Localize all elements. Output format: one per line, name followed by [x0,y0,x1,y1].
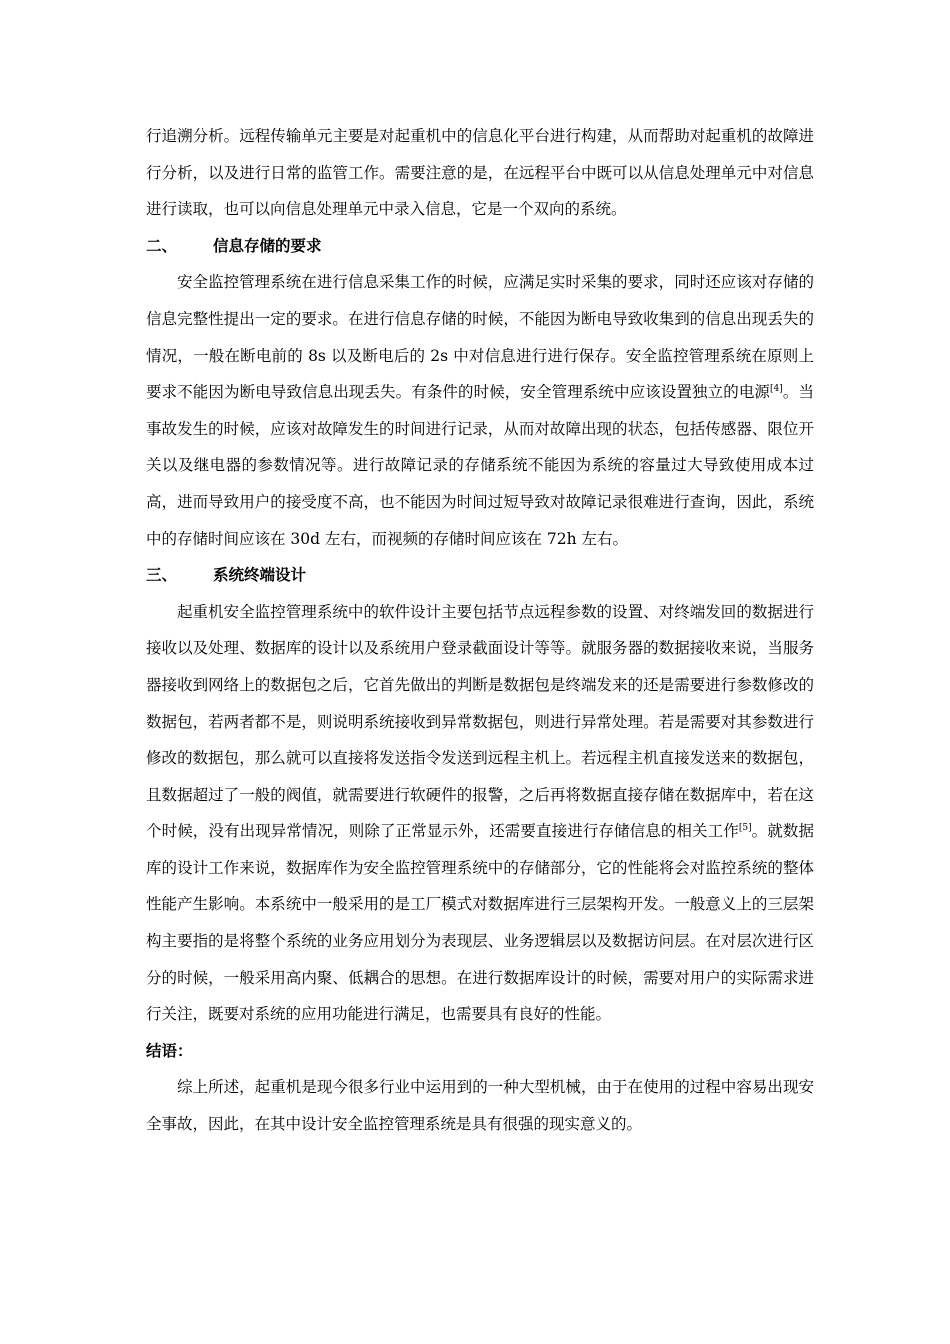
terminal-paragraph [146,594,814,1033]
citation-ref: [4] [770,384,783,394]
section-number: 三、 [146,566,178,585]
section-heading-terminal [146,557,814,594]
intro-paragraph: 行追溯分析。远程传输单元主要是对起重机中的信息化平台进行构建，从而帮助对起重机的故障进行分析，以及进行日常的监管工作。需要注意的是，在远程平台中既可以从信息处理单元中对信息进行读取，也可以向信息处理单元中录入信息，它是一个双向的系统。 [146,127,814,219]
paragraph-text: 。当事故发生的时候，应该对故障发生的时间进行记录，从而对故障出现的状态，包括传感器、限位开关以及继电器的参数情况等。进行故障记录的存储系统不能因为系统的容量过大导致使用成本过高，进而导致用户的接受度不高，也不能因为时间过短导致对故障记录很难进行查询，因此，系统中的存储时间应该在 30d 左右，而视频的存储时间应该在 72h 左右。 [146,383,814,548]
conclusion-heading: 结语： [146,1041,193,1060]
citation-ref: [5] [738,823,752,834]
storage-paragraph [146,264,814,557]
section-heading-storage [146,228,814,265]
paragraph-text: 起重机安全监控管理系统中的软件设计主要包括节点远程参数的设置、对终端发回的数据进行接收以及处理、数据库的设计以及系统用户登录截面设计等等。就服务器的数据接收来说，当服务器接收到网络上的数据包之后，它首先做出的判断是数据包是终端发来的还是需要进行参数修改的数据包，若两者都不是，则说明系统接收到异常数据包，则进行异常处理。若是需要对其参数进行修改的数据包，那么就可以直接将发送指令发送到远程主机上。若远程主机直接发送来的数据包，且数据超过了一般的阀值，就需要进行软硬件的报警，之后再将数据直接存储在数据库中，若在这个时候，没有出现异常情况，则除了正常显示外，还需要直接进行存储信息的相关工作 [146,602,814,841]
paragraph-text: 。就数据库的设计工作来说，数据库作为安全监控管理系统中的存储部分，它的性能将会对监控系统的整体性能产生影响。本系统中一般采用的是工厂模式对数据库进行三层架构开发。一般意义上的三层架构主要指的是将整个系统的业务应用划分为表现层、业务逻辑层以及数据访问层。在对层次进行区分的时候，一般采用高内聚、低耦合的思想。在进行数据库设计的时候，需要对用户的实际需求进行关注，既要对系统的应用功能进行满足，也需要具有良好的性能。 [146,822,814,1024]
document-page [146,118,814,1143]
section-title: 信息存储的要求 [213,236,322,255]
conclusion-paragraph: 综上所述，起重机是现今很多行业中运用到的一种大型机械，由于在使用的过程中容易出现安全事故，因此，在其中设计安全监控管理系统是具有很强的现实意义的。 [146,1078,814,1134]
section-number: 二、 [146,236,178,255]
section-title: 系统终端设计 [213,566,307,585]
paragraph-text: 安全监控管理系统在进行信息采集工作的时候，应满足实时采集的要求，同时还应该对存储的信息完整性提出一定的要求。在进行信息存储的时候，不能因为断电导致收集到的信息出现丢失的情况，一般在断电前的 8s 以及断电后的 2s 中对信息进行进行保存。安全监控管理系统在原则上要求不能因为断电导致信息出现丢失。有条件的时候，安全管理系统中应该设置独立的电源 [146,273,814,402]
